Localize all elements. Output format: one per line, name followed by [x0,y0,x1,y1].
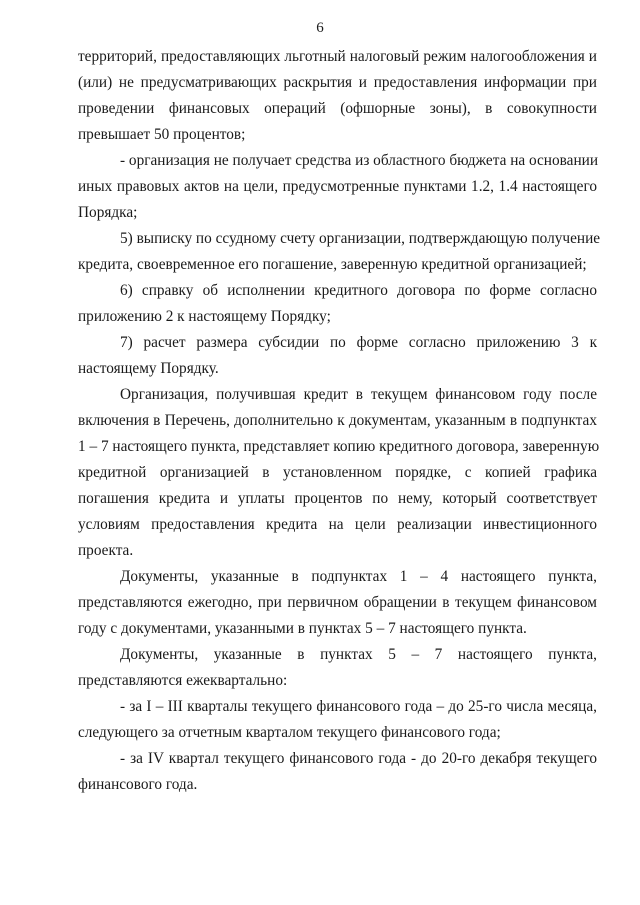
text-line: - за IV квартал текущего финансового года - до 20-го декабря текущего [120,750,597,767]
text-line: настоящему Порядку. [78,360,219,377]
text-line: включения в Перечень, дополнительно к документам, указанным в подпунктах [78,412,597,429]
text-line: проекта. [78,542,134,559]
text-line: финансового года. [78,776,198,793]
text-line: 1 – 7 настоящего пункта, представляет копию кредитного договора, заверенную [78,438,600,455]
paragraph [78,148,597,226]
text-line: представляются ежеквартально: [78,672,288,689]
paragraph [78,564,597,642]
document-body [78,44,601,798]
paragraph [78,694,597,746]
text-line: Документы, указанные в пунктах 5 – 7 настоящего пункта, [120,646,597,663]
text-line: условиям предоставления кредита на цели реализации инвестиционного [78,516,597,533]
text-line: территорий, предоставляющих льготный налоговый режим налогообложения и [78,48,597,65]
text-line: представляются ежегодно, при первичном обращении в текущем финансовом [78,594,597,611]
paragraph [78,642,597,694]
text-line: (или) не предусматривающих раскрытия и предоставления информации при [78,74,597,91]
text-line: приложению 2 к настоящему Порядку; [78,308,331,325]
text-line: следующего за отчетным кварталом текущего финансового года; [78,724,501,741]
text-line: 6) справку об исполнении кредитного договора по форме согласно [120,282,597,299]
text-line: погашения кредита и уплаты процентов по нему, который соответствует [78,490,597,507]
paragraph [78,746,597,798]
text-line: иных правовых актов на цели, предусмотренные пунктами 1.2, 1.4 настоящего [78,178,597,195]
page-number: 6 [316,20,324,36]
paragraph [78,278,597,330]
text-line: Организация, получившая кредит в текущем финансовом году после [120,386,597,403]
text-line: - за I – III кварталы текущего финансового года – до 25-го числа месяца, [120,698,597,715]
paragraph [78,330,597,382]
paragraph [78,382,600,564]
text-line: 7) расчет размера субсидии по форме согласно приложению 3 к [120,334,597,351]
paragraph [78,44,597,148]
text-line: кредитной организацией в установленном порядке, с копией графика [78,464,597,481]
text-line: 5) выписку по ссудному счету организации, подтверждающую получение [120,230,601,247]
text-line: году с документами, указанными в пунктах 5 – 7 настоящего пункта. [78,620,527,637]
paragraph [78,226,601,278]
text-line: превышает 50 процентов; [78,126,246,143]
text-line: - организация не получает средства из областного бюджета на основании [120,152,599,169]
text-line: Порядка; [78,204,138,221]
text-line: кредита, своевременное его погашение, заверенную кредитной организацией; [78,256,587,273]
text-line: проведении финансовых операций (офшорные зоны), в совокупности [78,100,597,117]
text-line: Документы, указанные в подпунктах 1 – 4 настоящего пункта, [120,568,597,585]
